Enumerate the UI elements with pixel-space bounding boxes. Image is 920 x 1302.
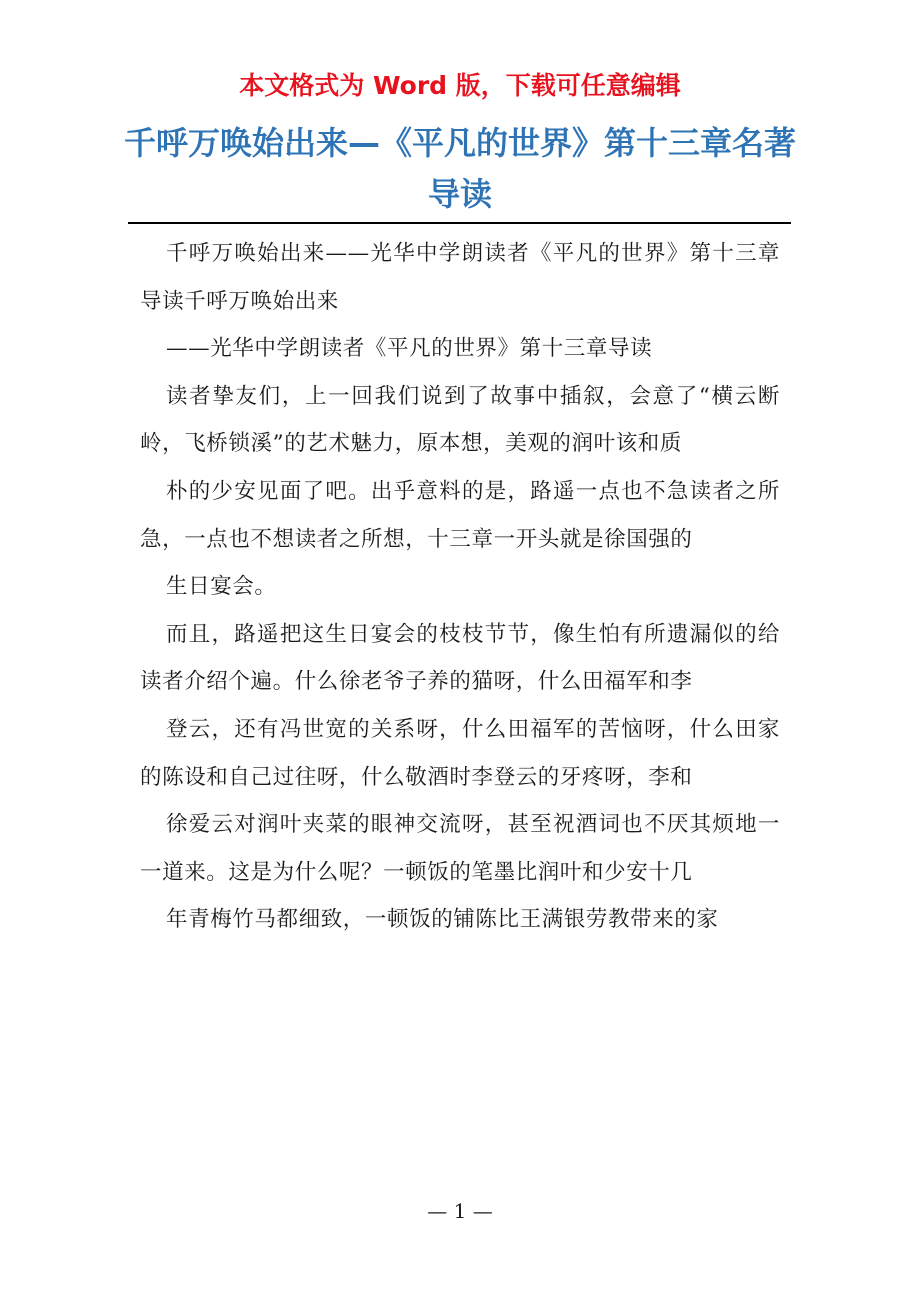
paragraph: ——光华中学朗读者《平凡的世界》第十三章导读 [166, 336, 653, 362]
title-divider [128, 222, 791, 224]
paragraph: 年青梅竹马都细致，一顿饭的铺陈比王满银劳教带来的家 [166, 907, 719, 933]
page-number: — 1 — [427, 1199, 493, 1223]
paragraph: 而且，路遥把这生日宴会的枝枝节节，像生怕有所遗漏似的给读者介绍个遍。什么徐老爷子养的猫呀，什么田福军和李 [140, 621, 780, 695]
format-notice-banner: 本文格式为 Word 版，下载可任意编辑 [239, 71, 681, 100]
document-title: 千呼万唤始出来—《平凡的世界》第十三章名著导读 [123, 124, 796, 213]
paragraph: 生日宴会。 [166, 574, 277, 600]
paragraph: 徐爱云对润叶夹菜的眼神交流呀，甚至祝酒词也不厌其烦地一一道来。这是为什么呢？一顿饭的笔墨比润叶和少安十几 [140, 812, 780, 885]
paragraph: 千呼万唤始出来——光华中学朗读者《平凡的世界》第十三章导读千呼万唤始出来 [140, 241, 780, 314]
paragraph: 登云，还有冯世宽的关系呀，什么田福军的苦恼呀，什么田家的陈设和自己过往呀，什么敬酒时李登云的牙疼呀，李和 [140, 716, 780, 790]
document-body [140, 230, 780, 944]
paragraph: 读者挚友们，上一回我们说到了故事中插叙，会意了“横云断岭，飞桥锁溪”的艺术魅力，原本想，美观的润叶该和质 [140, 383, 780, 457]
paragraph: 朴的少安见面了吧。出乎意料的是，路遥一点也不急读者之所急，一点也不想读者之所想，十三章一开头就是徐国强的 [140, 478, 780, 552]
